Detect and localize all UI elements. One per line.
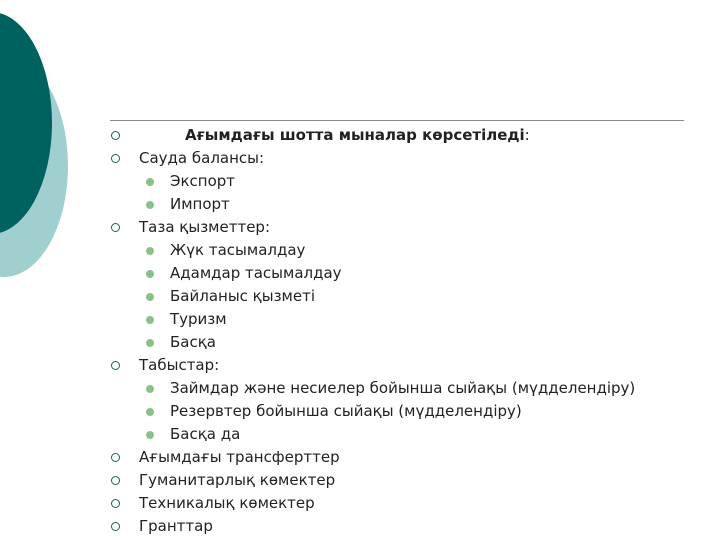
dot-bullet-icon xyxy=(146,270,154,278)
ring-bullet-icon xyxy=(111,131,120,140)
sub-item: Басқа xyxy=(0,331,720,354)
dot-bullet-icon xyxy=(146,178,154,186)
ring-bullet-icon xyxy=(111,453,120,462)
sub-item: Жүк тасымалдау xyxy=(0,239,720,262)
list-item: Ағымдағы трансферттер xyxy=(0,446,720,469)
dot-bullet-icon xyxy=(146,408,154,416)
group-label: Таза қызметтер: xyxy=(0,216,720,239)
ring-bullet-icon xyxy=(111,522,120,531)
dot-bullet-icon xyxy=(146,431,154,439)
list-item: Гуманитарлық көмектер xyxy=(0,469,720,492)
group-label: Сауда балансы: xyxy=(0,147,720,170)
heading-line xyxy=(0,124,720,147)
sub-item: Адамдар тасымалдау xyxy=(0,262,720,285)
ring-bullet-icon xyxy=(111,223,120,232)
dot-bullet-icon xyxy=(146,385,154,393)
sub-item: Байланыс қызметі xyxy=(0,285,720,308)
sub-item: Туризм xyxy=(0,308,720,331)
sub-item: Резервтер бойынша сыйақы (мүдделендіру) xyxy=(0,400,720,423)
dot-bullet-icon xyxy=(146,316,154,324)
ring-bullet-icon xyxy=(111,499,120,508)
slide-heading: Ағымдағы шотта мыналар көрсетіледі: xyxy=(185,126,530,144)
dot-bullet-icon xyxy=(146,247,154,255)
list-item: Гранттар xyxy=(0,515,720,538)
group-label: Табыстар: xyxy=(0,354,720,377)
sub-item: Экспорт xyxy=(0,170,720,193)
ring-bullet-icon xyxy=(111,361,120,370)
title-divider xyxy=(110,120,684,121)
dot-bullet-icon xyxy=(146,201,154,209)
dot-bullet-icon xyxy=(146,293,154,301)
ring-bullet-icon xyxy=(111,154,120,163)
slide-content xyxy=(0,124,720,538)
ring-bullet-icon xyxy=(111,476,120,485)
sub-item: Займдар және несиелер бойынша сыйақы (мүдделендіру) xyxy=(0,377,720,400)
sub-item: Импорт xyxy=(0,193,720,216)
dot-bullet-icon xyxy=(146,339,154,347)
list-item: Техникалық көмектер xyxy=(0,492,720,515)
sub-item: Басқа да xyxy=(0,423,720,446)
